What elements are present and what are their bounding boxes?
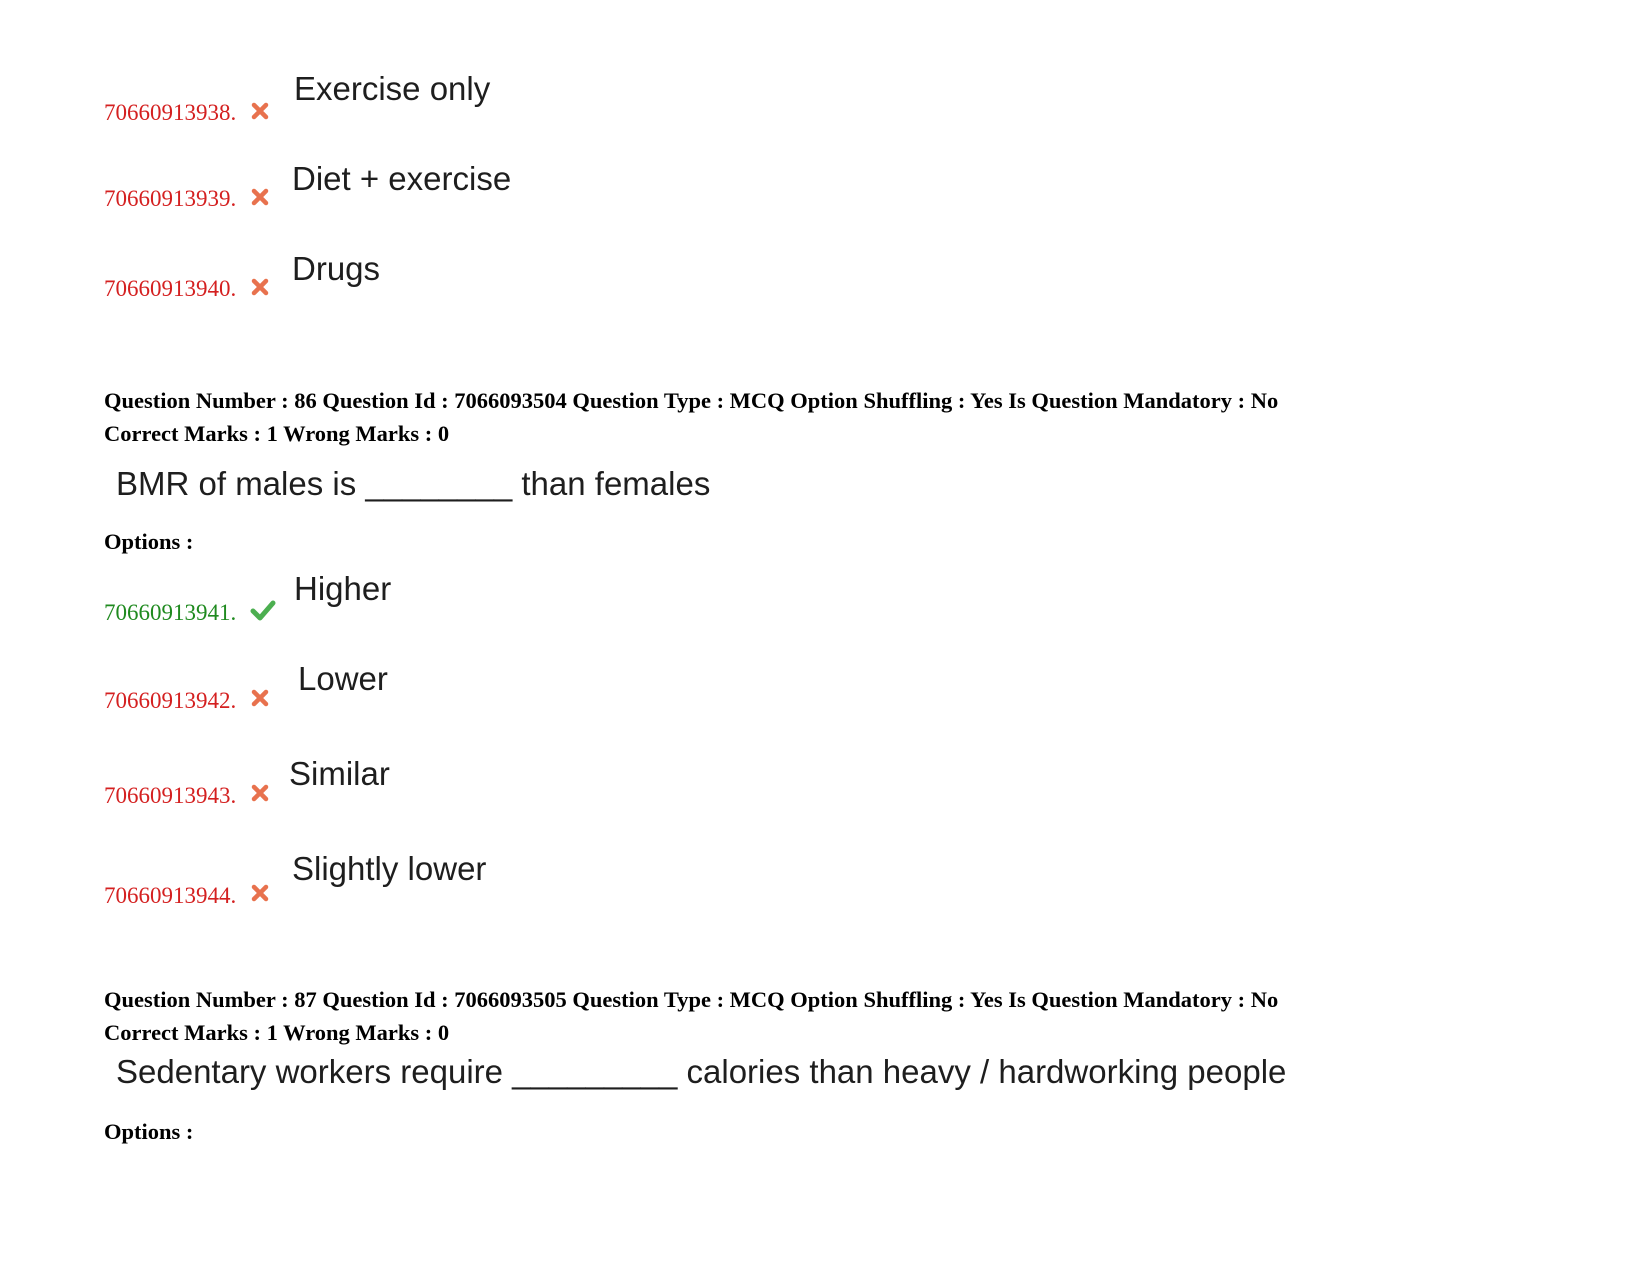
check-icon [250,598,276,622]
option-row [104,160,804,210]
option-text: Similar [289,755,390,792]
option-row [104,250,804,300]
option-id: 70660913939. [104,186,237,211]
cross-icon [249,276,271,298]
option-text: Diet + exercise [292,160,512,197]
cross-icon [249,186,271,208]
option-text: Lower [298,660,388,697]
option-text: Slightly lower [292,850,487,887]
option-id: 70660913940. [104,276,237,301]
option-row [104,660,804,713]
options-label: Options : [104,529,194,554]
cross-icon [249,782,271,804]
option-row [104,755,804,808]
option-id: 70660913942. [104,688,237,713]
option-id: 70660913944. [104,883,237,908]
question-meta-line2: Correct Marks : 1 Wrong Marks : 0 [104,1020,450,1045]
cross-icon [249,687,271,709]
question-meta-line1: Question Number : 87 Question Id : 7066093505 Question Type : MCQ Option Shuffling : Yes Is Question Mandatory : No [104,987,1279,1012]
question-meta-line1: Question Number : 86 Question Id : 7066093504 Question Type : MCQ Option Shuffling : Yes Is Question Mandatory : No [104,388,1279,413]
option-row [104,70,804,125]
question-stem: Sedentary workers require _________ calories than heavy / hardworking people [116,1053,1287,1090]
cross-icon [249,100,271,122]
option-text: Drugs [292,250,381,287]
option-row [104,850,804,908]
option-text: Exercise only [294,70,491,107]
cross-icon [249,882,271,904]
option-row [104,570,804,625]
option-text: Higher [294,570,392,607]
option-id: 70660913941. [104,600,237,625]
options-label: Options : [104,1119,194,1144]
option-id: 70660913938. [104,100,237,125]
question-stem: BMR of males is ________ than females [116,465,711,502]
option-id: 70660913943. [104,783,237,808]
question-meta-line2: Correct Marks : 1 Wrong Marks : 0 [104,421,450,446]
